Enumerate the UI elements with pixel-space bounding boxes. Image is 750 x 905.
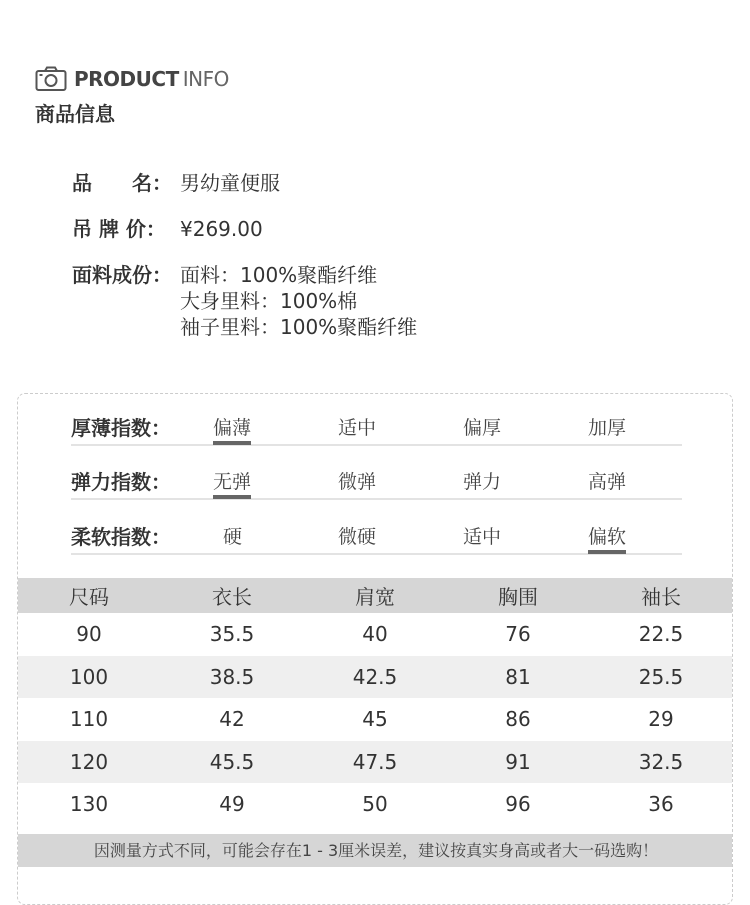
table-cell: 42 [219, 707, 245, 732]
table-cell: 100 [69, 664, 109, 689]
index-option: 适中 [463, 526, 502, 548]
index-option: 加厚 [588, 417, 627, 439]
header-title-strong: PRODUCT [74, 67, 179, 91]
index-option: 弹力 [463, 471, 502, 493]
table-cell: 96 [505, 792, 531, 817]
info-row-name [72, 168, 417, 198]
table-cell: 25.5 [638, 664, 684, 689]
table-cell: 76 [505, 622, 531, 647]
table-header-cell: 尺码 [69, 585, 109, 609]
index-row-elasticity [71, 464, 682, 500]
index-label: 弹力指数： [71, 470, 171, 494]
table-cell: 38.5 [209, 664, 255, 689]
price-value: ¥269.00 [180, 217, 263, 241]
product-info-header [35, 64, 229, 127]
fabric-line: 大身里料：100%棉 [180, 289, 358, 313]
size-table [18, 578, 733, 826]
index-label: 柔软指数： [71, 525, 171, 549]
table-cell: 35.5 [209, 622, 255, 647]
table-row [18, 741, 733, 784]
header-subtitle: 商品信息 [35, 102, 115, 126]
index-option: 偏软 [588, 522, 626, 554]
table-header-cell: 胸围 [498, 585, 538, 609]
table-cell: 86 [505, 707, 531, 732]
table-cell: 49 [219, 792, 245, 817]
table-header [18, 578, 733, 613]
table-header-cell: 肩宽 [355, 585, 395, 609]
table-cell: 22.5 [638, 622, 684, 647]
table-cell: 40 [362, 622, 388, 647]
index-label: 厚薄指数： [71, 416, 171, 440]
table-row [18, 698, 733, 741]
table-cell: 90 [76, 622, 102, 647]
index-option: 微硬 [338, 526, 377, 548]
index-option: 硬 [223, 526, 243, 548]
table-row [18, 613, 733, 656]
table-cell: 81 [505, 664, 531, 689]
index-row-thickness [71, 410, 682, 446]
measurement-note: 因测量方式不同，可能会存在1 - 3厘米误差，建议按真实身高或者大一码选购！ [18, 834, 733, 867]
product-info-list [72, 168, 417, 356]
table-cell: 130 [69, 792, 109, 817]
size-card [17, 393, 733, 905]
info-row-price [72, 214, 417, 244]
index-row-softness [71, 519, 682, 555]
table-row [18, 783, 733, 826]
fabric-line: 袖子里料：100%聚酯纤维 [180, 315, 418, 339]
table-cell: 120 [69, 749, 109, 774]
table-cell: 29 [648, 707, 674, 732]
table-cell: 42.5 [352, 664, 398, 689]
table-header-cell: 袖长 [641, 585, 681, 609]
table-cell: 45 [362, 707, 388, 732]
camera-icon [35, 66, 67, 92]
table-cell: 47.5 [352, 749, 398, 774]
index-option: 偏薄 [213, 413, 251, 445]
index-option: 偏厚 [463, 417, 502, 439]
table-cell: 50 [362, 792, 388, 817]
table-row [18, 656, 733, 699]
table-cell: 91 [505, 749, 531, 774]
index-option: 高弹 [588, 471, 627, 493]
table-cell: 110 [69, 707, 109, 732]
fabric-value [180, 260, 417, 340]
fabric-line: 面料：100%聚酯纤维 [180, 263, 378, 287]
index-option: 无弹 [213, 467, 251, 499]
fabric-label: 面料成份： [72, 263, 172, 287]
name-value: 男幼童便服 [180, 171, 280, 195]
table-cell: 45.5 [209, 749, 255, 774]
table-header-cell: 衣长 [212, 585, 252, 609]
header-title-light: INFO [182, 67, 229, 91]
table-cell: 32.5 [638, 749, 684, 774]
index-option: 微弹 [338, 471, 377, 493]
index-option: 适中 [338, 417, 377, 439]
price-label: 吊 牌 价： [72, 217, 166, 241]
info-row-fabric [72, 260, 417, 340]
name-label: 品 名： [72, 171, 172, 195]
table-cell: 36 [648, 792, 674, 817]
